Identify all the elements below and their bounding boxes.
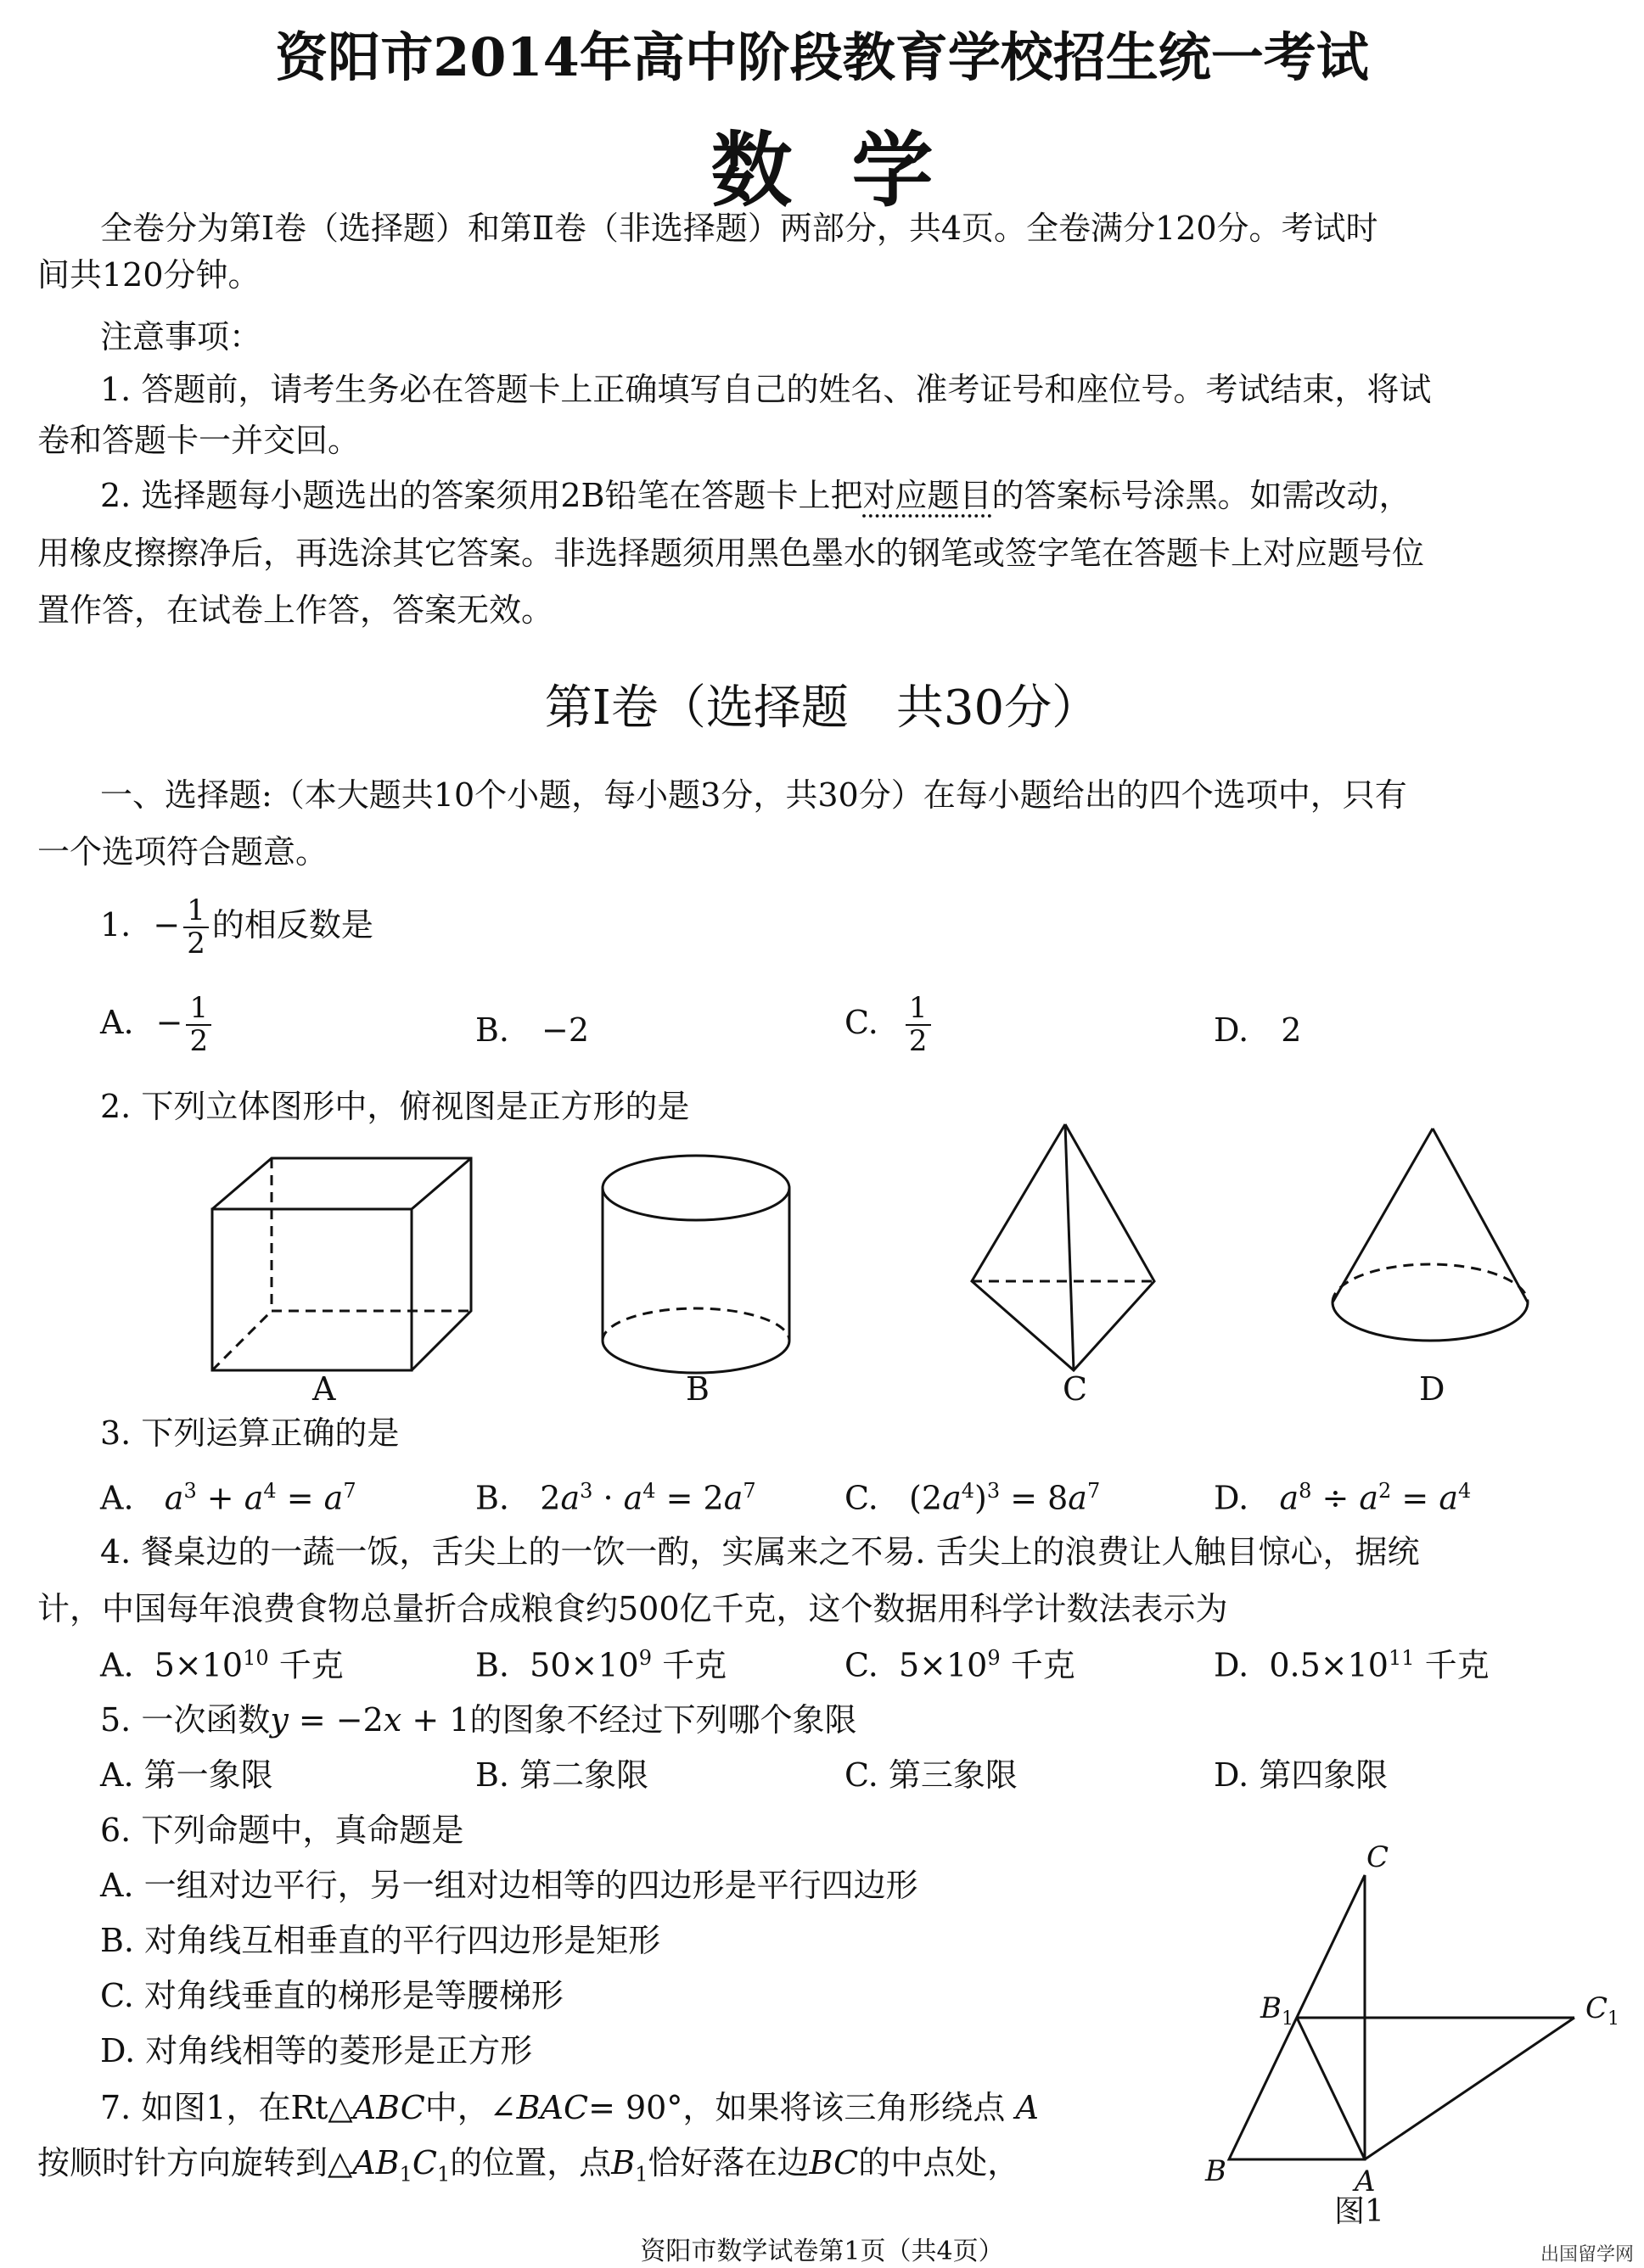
- q3-a-label: A.: [100, 1479, 134, 1517]
- fig1-point-b: B: [1205, 2154, 1226, 2188]
- q1-minus: −: [153, 905, 181, 944]
- q1-option-d: D. 2: [1214, 1011, 1302, 1049]
- fig-label-d: D: [1419, 1370, 1445, 1408]
- q7-text-d: 按顺时针方向旋转到△: [37, 2144, 353, 2181]
- q4-option-b: B. $50\times 10^9$ 千克: [475, 1646, 727, 1684]
- q4-option-d: D. $0.5\times 10^{11}$ 千克: [1214, 1646, 1490, 1684]
- exam-title: 资阳市2014年高中阶段教育学校招生统一考试: [275, 26, 1369, 88]
- notice-1-line-2: 卷和答题卡一并交回。: [37, 422, 361, 459]
- notice-2-part-a: 2. 选择题每小题选出的答案须用2B铅笔在答题卡上把: [100, 477, 863, 514]
- q1-number: 1.: [100, 905, 132, 944]
- q4-c-label: C.: [844, 1646, 878, 1684]
- q3-stem: 3. 下列运算正确的是: [100, 1414, 400, 1452]
- q4-line-2: 计，中国每年浪费食物总量折合成粮食约500亿千克，这个数据用科学计数法表示为: [37, 1590, 1228, 1627]
- q3-option-a: A. $a^3 + a^4 = a^7$: [100, 1479, 356, 1517]
- q5-option-a: A. 第一象限: [100, 1756, 273, 1794]
- cube-figure: [212, 1158, 471, 1370]
- fig1-point-c1: [1585, 1991, 1619, 2030]
- section-1-instructions-line-1: 一、选择题:（本大题共10个小题，每小题3分，共30分）在每小题给出的四个选项中，只有: [100, 776, 1407, 814]
- q5-text-a: 5. 一次函数: [100, 1701, 271, 1739]
- q4-b-label: B.: [475, 1646, 510, 1684]
- q6-option-c: C. 对角线垂直的梯形是等腰梯形: [100, 1977, 564, 2014]
- fig-label-b: B: [686, 1370, 710, 1408]
- q5-text-b: 的图象不经过下列哪个象限: [469, 1701, 857, 1739]
- q4-a-label: A.: [100, 1646, 134, 1684]
- q1-a-label: A.: [100, 1003, 134, 1041]
- notice-title: 注意事项：: [100, 318, 262, 356]
- q4-b-unit: 千克: [662, 1646, 727, 1684]
- q1-a-num: 1: [186, 993, 211, 1026]
- q7-line-1: 7. 如图1，在Rt△ABC中，∠BAC= 90°，如果将该三角形绕点 A: [100, 2089, 1039, 2126]
- q1-c-num: 1: [906, 993, 931, 1026]
- q5-option-b: B. 第二象限: [475, 1756, 649, 1794]
- fig1-point-a: A: [1355, 2164, 1376, 2198]
- q1-a-minus: −: [155, 1003, 183, 1041]
- fig1-b1-letter: B: [1260, 1991, 1282, 2025]
- q1-text: 的相反数是: [211, 905, 373, 944]
- intro-line-2: 间共120分钟。: [37, 256, 261, 294]
- q5-option-c: C. 第三象限: [844, 1756, 1018, 1794]
- q3-option-c: C. $(2a^4)^3 = 8a^7$: [844, 1479, 1101, 1517]
- q1-frac-den: 2: [187, 927, 205, 961]
- fig1-point-b1: [1260, 1991, 1293, 2030]
- notice-2-emphasis: 对应题目: [862, 477, 992, 514]
- pyramid-figure: [972, 1124, 1154, 1370]
- q6-option-a: A. 一组对边平行，另一组对边相等的四边形是平行四边形: [100, 1867, 918, 1904]
- q1-c-den: 2: [908, 1024, 928, 1059]
- notice-2-line-3: 置作答，在试卷上作答，答案无效。: [37, 591, 554, 629]
- q1-option-b: B. −2: [475, 1011, 590, 1049]
- fig1-c1-sub: 1: [1608, 2008, 1620, 2030]
- q3-c-label: C.: [844, 1479, 878, 1517]
- cone-figure: [1333, 1128, 1528, 1341]
- q7-text-b: 中，∠: [424, 2089, 517, 2126]
- figure-1-caption: 图1: [1334, 2194, 1384, 2229]
- fig-label-c: C: [1063, 1370, 1088, 1408]
- subject-title: 数学: [710, 122, 993, 218]
- q6-stem: 6. 下列命题中，真命题是: [100, 1812, 464, 1849]
- q7-text-e: 的位置，点: [450, 2144, 612, 2181]
- q4-d-unit: 千克: [1424, 1646, 1490, 1684]
- q1-a-den: 2: [189, 1024, 209, 1059]
- fig1-point-c: C: [1366, 1840, 1389, 1874]
- notice-2-part-b: 的答案标号涂黑。如需改动，: [991, 477, 1411, 514]
- q7-text-f: 恰好落在边: [648, 2144, 810, 2181]
- q5-option-d: D. 第四象限: [1214, 1756, 1389, 1794]
- q4-option-a: A. $5\times 10^{10}$ 千克: [100, 1646, 344, 1684]
- q7-text-a: 7. 如图1，在Rt△: [100, 2089, 353, 2126]
- q7-text-c: = 90°，如果将该三角形绕点: [588, 2089, 1006, 2126]
- q4-d-label: D.: [1214, 1646, 1249, 1684]
- page-footer: 资阳市数学试卷第1页（共4页）: [640, 2237, 1004, 2266]
- q3-option-b: B. $2a^3 \cdot a^4 = 2a^7$: [475, 1479, 756, 1517]
- intro-line-1: 全卷分为第Ⅰ卷（选择题）和第Ⅱ卷（非选择题）两部分，共4页。全卷满分120分。考试时: [100, 210, 1378, 247]
- watermark: 出国留学网: [1540, 2243, 1634, 2265]
- q4-option-c: C. $5\times 10^9$ 千克: [844, 1646, 1075, 1684]
- cylinder-figure: [603, 1156, 789, 1373]
- q5-stem: 5. 一次函数y = −2x + 1的图象不经过下列哪个象限: [100, 1701, 857, 1739]
- fig-label-a: A: [312, 1370, 336, 1408]
- q4-a-unit: 千克: [278, 1646, 344, 1684]
- fig1-c1-letter: C: [1585, 1991, 1608, 2025]
- notice-1-line-1: 1. 答题前，请考生务必在答题卡上正确填写自己的姓名、准考证号和座位号。考试结束，将试: [100, 371, 1432, 408]
- q4-line-1: 4. 餐桌边的一蔬一饭，舌尖上的一饮一酌，实属来之不易. 舌尖上的浪费让人触目惊心，据统: [100, 1533, 1420, 1571]
- q6-option-d: D. 对角线相等的菱形是正方形: [100, 2032, 533, 2069]
- q3-b-label: B.: [475, 1479, 510, 1517]
- q4-c-unit: 千克: [1010, 1646, 1075, 1684]
- section-1-instructions-line-2: 一个选项符合题意。: [37, 833, 328, 871]
- q2-stem: 2. 下列立体图形中，俯视图是正方形的是: [100, 1088, 690, 1125]
- q3-option-d: D. $a^8 \div a^2 = a^4$: [1214, 1479, 1472, 1517]
- q3-d-label: D.: [1214, 1479, 1249, 1517]
- q1-c-label: C.: [844, 1003, 878, 1041]
- notice-2-line-2: 用橡皮擦擦净后，再选涂其它答案。非选择题须用黑色墨水的钢笔或签字笔在答题卡上对应题号位: [37, 535, 1425, 572]
- q1-frac-num: 1: [183, 895, 209, 928]
- fig1-b1-sub: 1: [1282, 2008, 1293, 2030]
- q6-option-b: B. 对角线互相垂直的平行四边形是矩形: [100, 1922, 661, 1959]
- q7-line-2: 按顺时针方向旋转到$\triangle AB_1C_1$的位置，点$B_1$恰好落在边BC的中点处，: [37, 2144, 1020, 2187]
- q7-text-g: 的中点处，: [858, 2144, 1020, 2181]
- section-1-title: 第Ⅰ卷（选择题 共30分）: [544, 680, 1100, 736]
